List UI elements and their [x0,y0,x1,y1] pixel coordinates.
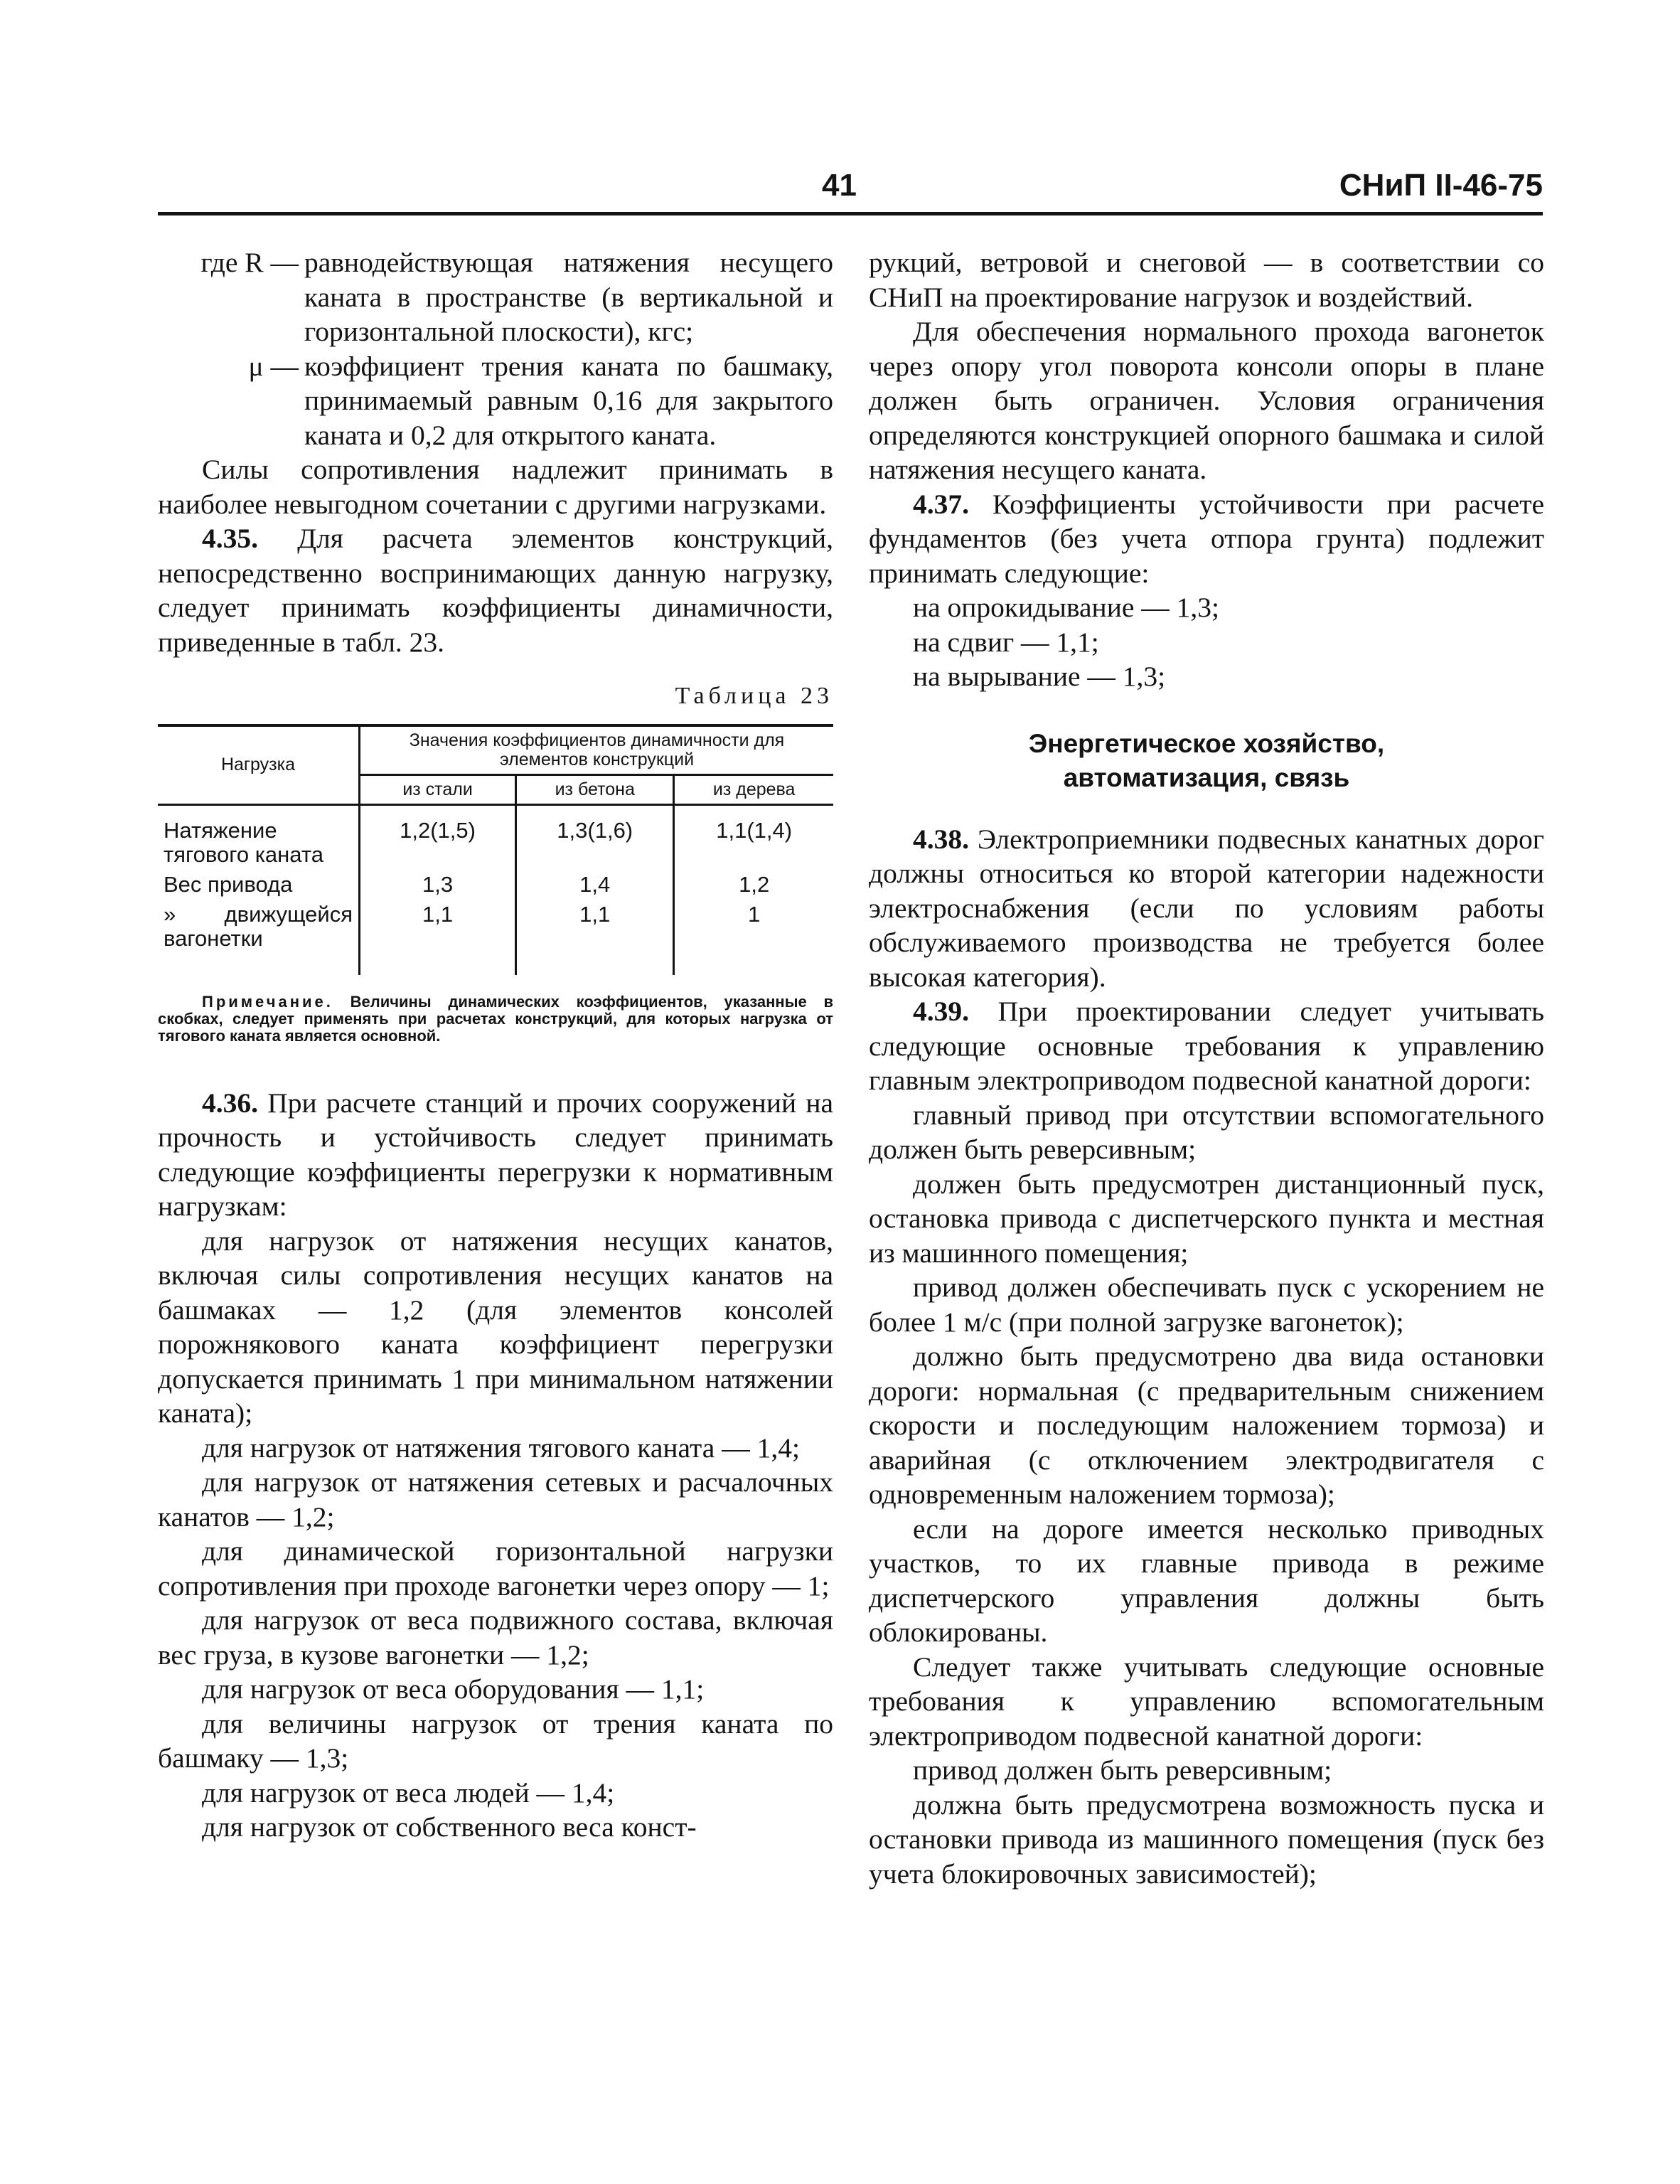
table-cell-wood: 1 [674,900,833,975]
page-number: 41 [822,168,857,203]
list-item: на вырывание — 1,3; [913,661,1166,692]
definition-r [158,245,833,349]
list-item: для нагрузок от натяжения несущих канатов, включая силы сопротивления несущих канатов на башмаках — 1,2 (для элементов консолей порожнякового каната коэффициент перегрузки допускается принимать 1 при минимальном натяжении каната); [158,1225,833,1429]
definition-text: коэффициент трения каната по башмаку, принимаемый равным 0,16 для закрытого каната и 0,2 для открытого каната. [304,350,833,451]
table-cell-steel: 1,1 [360,900,516,975]
paragraph-continuation: рукций, ветровой и снеговой — в соответствии со СНиП на проектирование нагрузок и воздействий. [869,247,1544,313]
list-item: для величины нагрузок от трения каната по башмаку — 1,3; [158,1708,833,1774]
list-item: для динамической горизонтальной нагрузки сопротивления при проходе вагонетки через опору — 1; [158,1535,833,1602]
left-column [158,245,833,1845]
table-header-wood: из дерева [674,774,833,804]
list-item: должен быть предусмотрен дистанционный пуск, остановка привода с диспетчерского пункта и местная из машинного помещения; [869,1168,1544,1269]
table-cell-load: » движущейся вагонетки [164,901,353,951]
definition-text: равнодействующая натяжения несущего каната в пространстве (в вертикальной и горизонтальной плоскости), кгс; [304,247,833,347]
table-cell-steel: 1,3 [360,870,516,900]
list-item: для нагрузок от веса подвижного состава, включая вес груза, в кузове вагонетки — 1,2; [158,1604,833,1671]
paragraph-4-36 [158,1086,833,1224]
paragraph-4-35 [158,521,833,659]
note-text: Величины динамических коэффициентов, указанные в скобках, следует применять при расчетах конструкций, для которых нагрузка от тягового каната является основной. [158,992,833,1045]
table-row [158,870,833,900]
list-item: должна быть предусмотрена возможность пуска и остановки привода из машинного помещения (пуск без учета блокировочных зависимостей); [869,1789,1544,1890]
right-column [869,245,1544,1891]
list-item: для нагрузок от веса оборудования — 1,1; [202,1673,705,1705]
table-header-group: Значения коэффициентов динамичности для элементов конструкций [360,725,834,775]
table-cell-wood: 1,1(1,4) [674,804,833,870]
list-item: для нагрузок от собственного веса конст- [202,1811,697,1843]
table-cell-load: Натяжение тягового каната [164,817,323,867]
section-heading [869,727,1544,795]
paragraph-auxiliary: Следует также учитывать следующие основные требования к управлению вспомогательным электроприводом подвесной канатной дороги: [869,1651,1544,1752]
table-header-concrete: из бетона [516,774,674,804]
clause-number: 4.38. [913,823,969,855]
clause-number: 4.39. [913,996,969,1027]
coefficients-table [158,724,833,975]
list-item: должно быть предусмотрено два вида остановки дороги: нормальная (с предварительным снижением скорости и последующим наложением тормоза) и аварийная (с отключением электродвигателя с одновременным наложением тормоза); [869,1341,1544,1510]
paragraph-wagon-passage: Для обеспечения нормального прохода вагонеток через опору угол поворота консоли опоры в плане должен быть ограничен. Условия ограничения определяются конструкцией опорного башмака и силой натяжения несущего каната. [869,316,1544,485]
paragraph-4-39 [869,994,1544,1098]
clause-number: 4.36. [202,1087,258,1119]
table-header-steel: из стали [360,774,516,804]
paragraph-resistance: Силы сопротивления надлежит принимать в наиболее невыгодном сочетании с другими нагрузками. [158,454,833,520]
table-cell-concrete: 1,4 [516,870,674,900]
table-row [158,900,833,975]
header-rule [158,212,1543,215]
clause-text: Коэффициенты устойчивости при расчете фундаментов (без учета отпора грунта) подлежит принимать следующие: [869,488,1544,589]
definition-symbol: где R — [200,247,299,278]
definition-mu [158,349,833,453]
section-heading-line: автоматизация, связь [1063,762,1350,792]
list-item: главный привод при отсутствии вспомогательного должен быть реверсивным; [869,1099,1544,1165]
clause-text: При расчете станций и прочих сооружений на прочность и устойчивость следует принимать следующие коэффициенты перегрузки к нормативным нагрузкам: [158,1087,833,1222]
list-item: привод должен быть реверсивным; [913,1754,1332,1786]
list-item: для нагрузок от натяжения сетевых и расчалочных канатов — 1,2; [158,1466,833,1533]
list-item: для нагрузок от натяжения тягового каната — 1,4; [202,1432,800,1464]
clause-text: При проектировании следует учитывать следующие основные требования к управлению главным электроприводом подвесной канатной дороги: [869,996,1544,1096]
table-header-load: Нагрузка [158,725,360,805]
list-item: привод должен обеспечивать пуск с ускорением не более 1 м/с (при полной загрузке вагонеток); [869,1272,1544,1338]
table-note [158,994,833,1045]
table-caption: Таблица 23 [675,683,833,709]
table-cell-wood: 1,2 [674,870,833,900]
list-item: если на дороге имеется несколько приводных участков, то их главные привода в режиме диспетчерского управления должны быть облокированы. [869,1513,1544,1648]
page-header [158,168,1543,212]
list-item: для нагрузок от веса людей — 1,4; [202,1777,615,1809]
note-title: Примечание. [202,992,333,1011]
table-cell-steel: 1,2(1,5) [360,804,516,870]
clause-text: Электроприемники подвесных канатных дорог должны относиться ко второй категории надежности электроснабжения (если по условиям работы обслуживаемого производства не требуется более высокая категория). [869,823,1544,993]
list-item: на сдвиг — 1,1; [913,626,1099,658]
paragraph-4-38 [869,822,1544,995]
section-heading-line: Энергетическое хозяйство, [1028,728,1385,758]
table-row [158,804,833,870]
definition-symbol: μ — [248,350,299,382]
clause-number: 4.35. [202,523,258,554]
document-code: СНиП II-46-75 [1339,168,1543,203]
table-cell-concrete: 1,1 [516,900,674,975]
table-cell-concrete: 1,3(1,6) [516,804,674,870]
clause-text: Для расчета элементов конструкций, непосредственно воспринимающих данную нагрузку, следует принимать коэффициенты динамичности, приведенные в табл. 23. [158,523,833,658]
list-item: на опрокидывание — 1,3; [913,592,1219,623]
clause-number: 4.37. [913,488,969,520]
paragraph-4-37 [869,487,1544,591]
table-cell-load: Вес привода [164,871,293,897]
